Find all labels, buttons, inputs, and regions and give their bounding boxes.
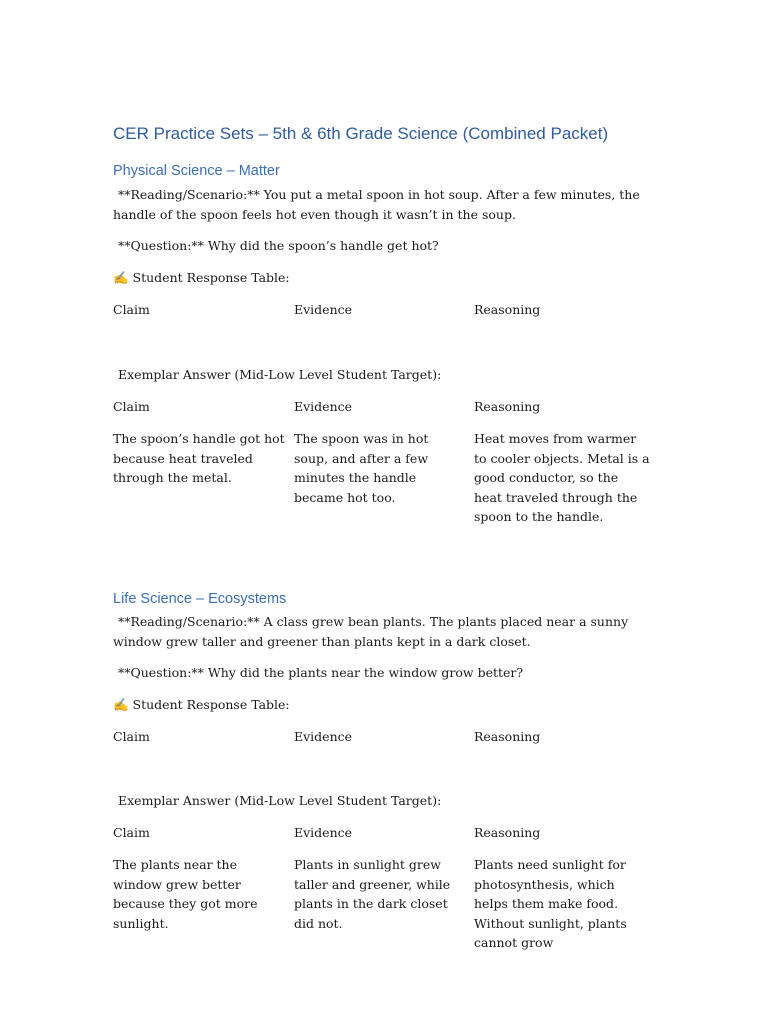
header-claim: Claim [113, 729, 150, 744]
reading-scenario: **Reading/Scenario:** A class grew bean plants. The plants placed near a sunny window grew taller and greener than plants kept in a dark closet. [113, 614, 629, 649]
exemplar-evidence: The spoon was in hot soup, and after a few minutes the handle became hot too. [294, 431, 429, 505]
section-heading-life-science: Life Science – Ecosystems [113, 591, 287, 607]
header-claim: Claim [113, 825, 150, 840]
header-reasoning: Reasoning [474, 399, 541, 414]
section-heading-physical-science: Physical Science – Matter [113, 163, 280, 179]
header-reasoning: Reasoning [474, 825, 541, 840]
exemplar-reasoning: Heat moves from warmer to cooler objects. Metal is a good conductor, so the heat traveled through the spoon to the handle. [474, 431, 650, 524]
header-claim: Claim [113, 302, 150, 317]
exemplar-label: Exemplar Answer (Mid-Low Level Student Target): [118, 793, 442, 808]
header-evidence: Evidence [294, 302, 353, 317]
student-response-label: ✍ Student Response Table: [113, 270, 290, 285]
exemplar-label: Exemplar Answer (Mid-Low Level Student Target): [118, 367, 442, 382]
header-reasoning: Reasoning [474, 302, 541, 317]
header-evidence: Evidence [294, 729, 353, 744]
question: **Question:** Why did the spoon’s handle get hot? [118, 238, 439, 253]
header-reasoning: Reasoning [474, 729, 541, 744]
student-response-label: ✍ Student Response Table: [113, 697, 290, 712]
document-title: CER Practice Sets – 5th & 6th Grade Science (Combined Packet) [113, 124, 609, 143]
exemplar-claim: The spoon’s handle got hot because heat traveled through the metal. [113, 431, 285, 485]
question: **Question:** Why did the plants near the window grow better? [118, 665, 524, 680]
reading-scenario: **Reading/Scenario:** You put a metal spoon in hot soup. After a few minutes, the handle of the spoon feels hot even though it wasn’t in the soup. [113, 187, 640, 222]
header-evidence: Evidence [294, 399, 353, 414]
exemplar-evidence: Plants in sunlight grew taller and greener, while plants in the dark closet did not. [294, 857, 451, 931]
header-evidence: Evidence [294, 825, 353, 840]
header-claim: Claim [113, 399, 150, 414]
exemplar-reasoning: Plants need sunlight for photosynthesis, which helps them make food. Without sunlight, plants cannot grow [474, 857, 627, 950]
exemplar-claim: The plants near the window grew better because they got more sunlight. [113, 857, 258, 931]
